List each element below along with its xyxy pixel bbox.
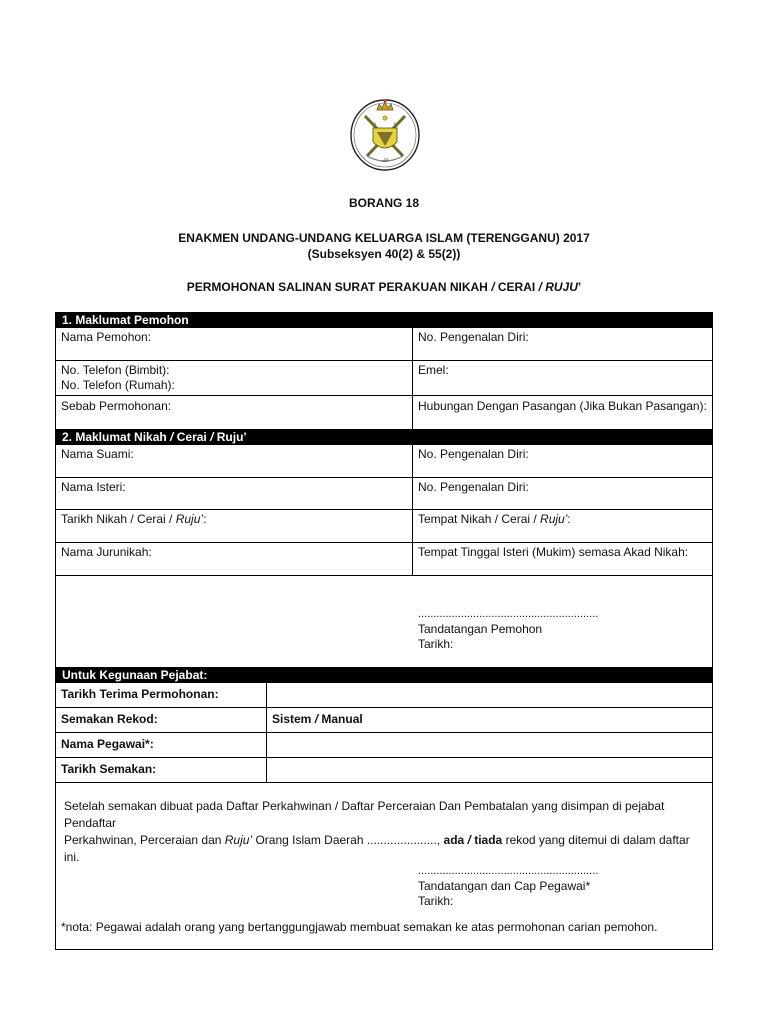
nama-pegawai-label: Nama Pegawai*: bbox=[61, 737, 154, 751]
verification-statement: Setelah semakan dibuat pada Daftar Perkahwinan / Daftar Perceraian Dan Pembatalan yang disimpan di pejabat Pendaftar Perkahwinan, Perceraian dan Ruju’ Orang Islam Daerah ....................., ada / tiada rekod yang ditemui di dalam daftar ini. bbox=[64, 799, 690, 864]
sistem-manual-option[interactable]: Sistem / Manual bbox=[272, 712, 363, 726]
nama-isteri-field[interactable]: Nama Isteri: bbox=[61, 480, 126, 494]
hubungan-pasangan-field[interactable]: Hubungan Dengan Pasangan (Jika Bukan Pasangan): bbox=[418, 399, 707, 413]
no-pengenalan-pemohon-field[interactable]: No. Pengenalan Diri: bbox=[418, 330, 529, 344]
applicant-signature-label: Tandatangan Pemohon bbox=[418, 622, 543, 636]
semakan-rekod-label: Semakan Rekod: bbox=[61, 712, 158, 726]
form-number: BORANG 18 bbox=[348, 196, 419, 210]
applicant-date-label: Tarikh: bbox=[418, 637, 454, 651]
svg-text:الله: الله bbox=[381, 158, 389, 164]
office-use-heading: Untuk Kegunaan Pejabat: bbox=[56, 668, 712, 683]
footnote: *nota: Pegawai adalah orang yang bertanggungjawab membuat semakan ke atas permohonan carian pemohon. bbox=[61, 920, 658, 934]
no-pengenalan-suami-field[interactable]: No. Pengenalan Diri: bbox=[418, 447, 529, 461]
form-title: PERMOHONAN SALINAN SURAT PERAKUAN NIKAH / CERAI / RUJU’ bbox=[186, 280, 582, 294]
tarikh-terima-label: Tarikh Terima Permohonan: bbox=[61, 687, 219, 701]
subsection-ref: (Subseksyen 40(2) & 55(2)) bbox=[307, 247, 461, 261]
tarikh-semakan-label: Tarikh Semakan: bbox=[61, 762, 157, 776]
officer-signature-label: Tandatangan dan Cap Pegawai* bbox=[418, 879, 591, 893]
nama-pemohon-field[interactable]: Nama Pemohon: bbox=[61, 330, 152, 344]
tel-rumah-field[interactable]: No. Telefon (Rumah): bbox=[61, 378, 175, 392]
officer-signature-line[interactable]: ........................................................... bbox=[418, 865, 599, 877]
officer-date-label: Tarikh: bbox=[418, 894, 454, 908]
no-pengenalan-isteri-field[interactable]: No. Pengenalan Diri: bbox=[418, 480, 529, 494]
application-form bbox=[55, 312, 713, 950]
tempat-nikah-field[interactable]: Tempat Nikah / Cerai / Ruju’: bbox=[418, 512, 571, 526]
emel-field[interactable]: Emel: bbox=[418, 363, 449, 377]
enactment-title: ENAKMEN UNDANG-UNDANG KELUARGA ISLAM (TERENGGANU) 2017 bbox=[178, 231, 590, 245]
tel-bimbit-field[interactable]: No. Telefon (Bimbit): bbox=[61, 363, 170, 377]
nama-jurunikah-field[interactable]: Nama Jurunikah: bbox=[61, 545, 152, 559]
applicant-signature-line[interactable]: ........................................................... bbox=[418, 608, 599, 620]
section1-heading: 1. Maklumat Pemohon bbox=[56, 313, 712, 328]
terengganu-crest-icon bbox=[349, 96, 421, 172]
nama-suami-field[interactable]: Nama Suami: bbox=[61, 447, 134, 461]
section2-heading: 2. Maklumat Nikah / Cerai / Ruju’ bbox=[56, 430, 712, 445]
tarikh-nikah-field[interactable]: Tarikh Nikah / Cerai / Ruju’: bbox=[61, 512, 207, 526]
sebab-permohonan-field[interactable]: Sebab Permohonan: bbox=[61, 399, 172, 413]
tempat-tinggal-isteri-field[interactable]: Tempat Tinggal Isteri (Mukim) semasa Akad Nikah: bbox=[418, 545, 689, 559]
